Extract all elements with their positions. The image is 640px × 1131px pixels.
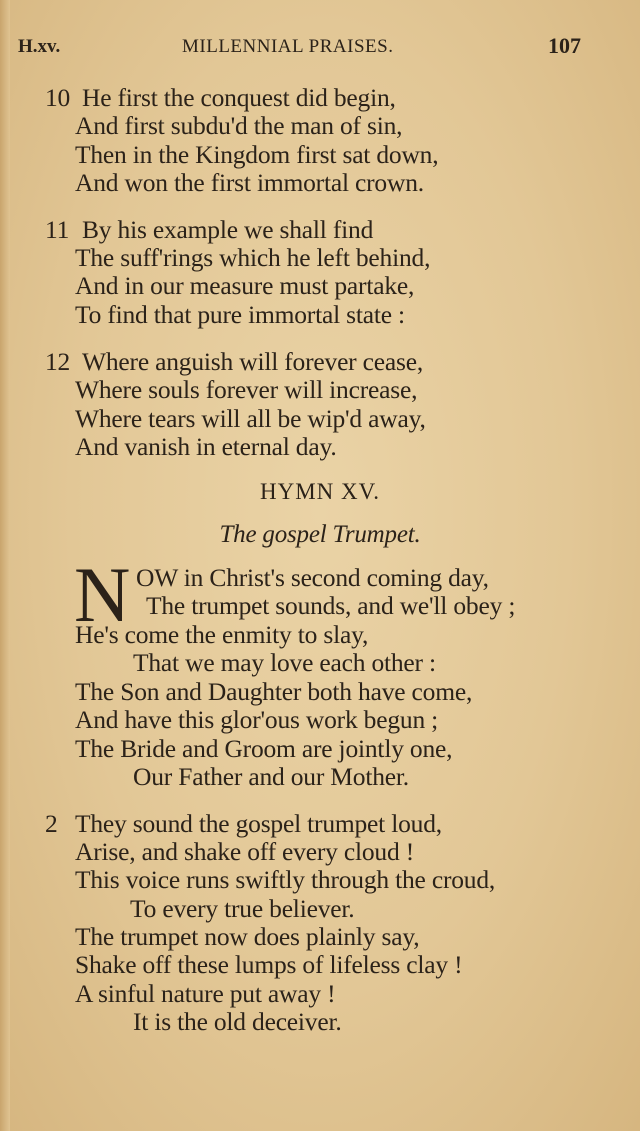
verse-line: That we may love each other : (133, 648, 436, 677)
verse-line: The suff'rings which he left behind, (75, 243, 431, 272)
verse-line: Arise, and shake off every cloud ! (75, 837, 414, 866)
verse-line: To find that pure immortal state : (75, 300, 405, 329)
verse-line: Where souls forever will increase, (75, 375, 418, 404)
verse-line: Our Father and our Mother. (133, 762, 409, 791)
verse-line: The Son and Daughter both have come, (75, 677, 473, 706)
verse-line: He's come the enmity to slay, (75, 620, 369, 649)
verse-line: Shake off these lumps of lifeless clay ! (75, 950, 463, 979)
verse-line: OW in Christ's second coming day, (136, 563, 489, 592)
verse-line: By his example we shall find (82, 215, 374, 244)
verse-line: The trumpet now does plainly say, (75, 922, 420, 951)
page-edge (0, 0, 10, 1131)
stanza-number: 11 (45, 215, 70, 244)
verse-line: Where tears will all be wip'd away, (75, 404, 426, 433)
section-marker: H.xv. (18, 36, 61, 57)
verse-line: And vanish in eternal day. (75, 432, 337, 461)
verse-line: And in our measure must partake, (75, 271, 415, 300)
drop-cap: N (74, 551, 131, 638)
verse-line: They sound the gospel trumpet loud, (75, 809, 442, 838)
running-title: MILLENNIAL PRAISES. (182, 36, 394, 57)
verse-line: He first the conquest did begin, (82, 83, 396, 112)
stanza-number: 12 (45, 347, 71, 376)
verse-line: This voice runs swiftly through the croud, (75, 865, 496, 894)
verse-line: The trumpet sounds, and we'll obey ; (146, 591, 516, 620)
verse-line: And have this glor'ous work begun ; (75, 705, 439, 734)
hymn-title: HYMN XV. (259, 479, 381, 504)
stanza-number: 2 (45, 809, 58, 838)
verse-line: It is the old deceiver. (133, 1007, 342, 1036)
hymn-subtitle: The gospel Trumpet. (219, 521, 421, 548)
verse-line: And first subdu'd the man of sin, (75, 111, 403, 140)
stanza-number: 10 (45, 83, 71, 112)
verse-line: The Bride and Groom are jointly one, (75, 734, 453, 763)
verse-line: A sinful nature put away ! (75, 979, 336, 1008)
page-number: 107 (548, 33, 581, 58)
verse-line: To every true believer. (130, 894, 355, 923)
verse-line: And won the first immortal crown. (75, 168, 424, 197)
verse-line: Then in the Kingdom first sat down, (75, 140, 439, 169)
verse-line: Where anguish will forever cease, (82, 347, 424, 376)
